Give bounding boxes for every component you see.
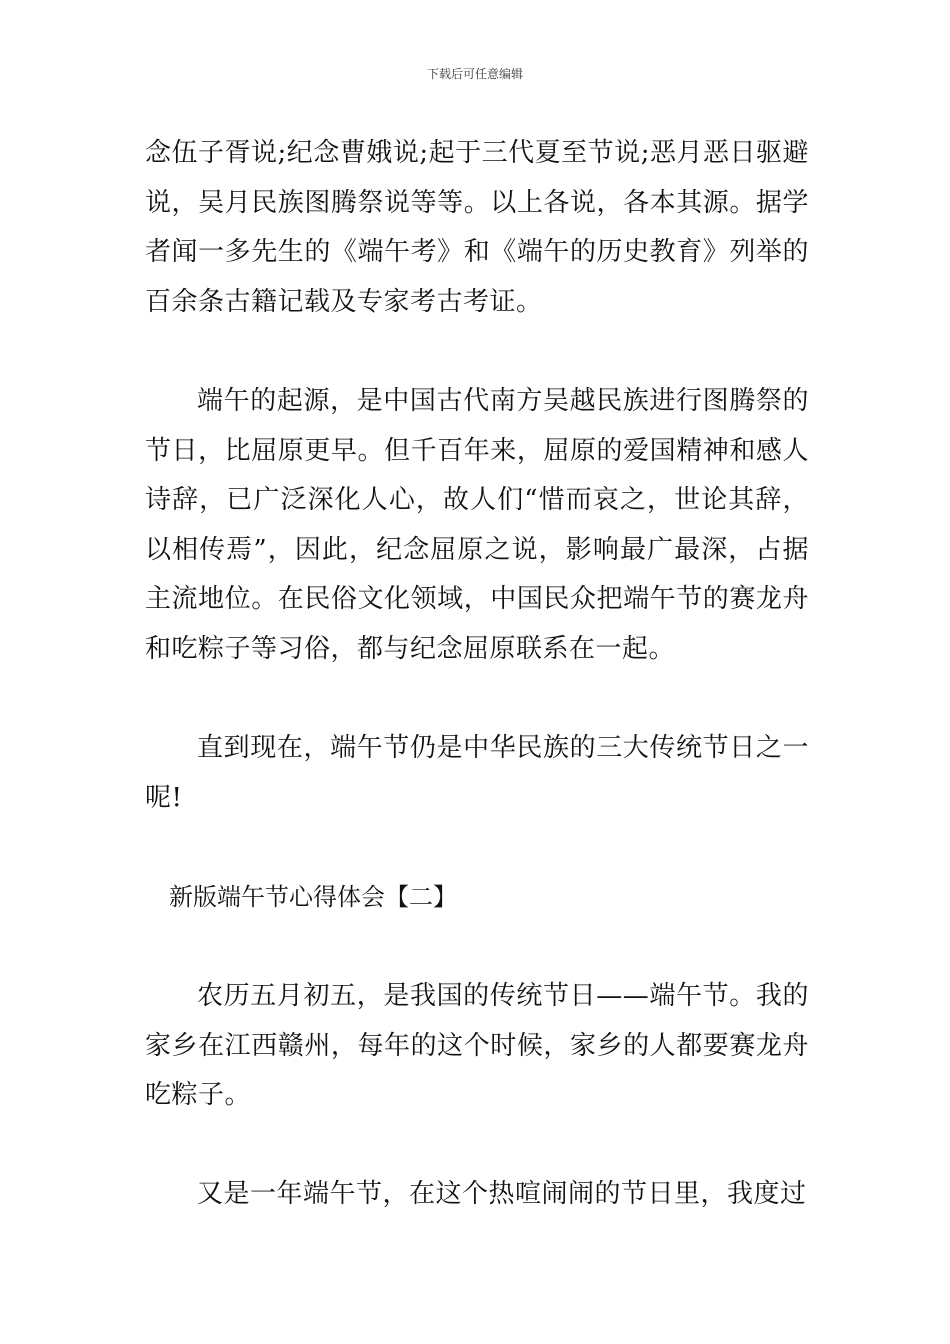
paragraph-5: 又是一年端午节，在这个热喧闹闹的节日里，我度过	[197, 1179, 807, 1210]
document-body	[145, 129, 809, 1220]
paragraph-3: 直到现在，端午节仍是中华民族的三大传统节日之一呢!	[145, 733, 809, 813]
paragraph-1: 念伍子胥说;纪念曹娥说;起于三代夏至节说;恶月恶日驱避说，吴月民族图腾祭说等等。以上各说，各本其源。据学者闻一多先生的《端午考》和《端午的历史教育》列举的百余条古籍记载及专家考古考证。	[145, 138, 809, 317]
page-header: 下载后可任意编辑	[426, 67, 523, 81]
paragraph-2: 端午的起源，是中国古代南方吴越民族进行图腾祭的节日，比屈原更早。但千百年来，屈原的爱国精神和感人诗辞，已广泛深化人心，故人们“惜而哀之，世论其辞，以相传焉”，因此，纪念屈原之说，影响最广最深，占据主流地位。在民俗文化领域，中国民众把端午节的赛龙舟和吃粽子等习俗，都与纪念屈原联系在一起。	[145, 385, 809, 664]
paragraph-4: 农历五月初五，是我国的传统节日——端午节。我的家乡在江西赣州，每年的这个时候，家乡的人都要赛龙舟吃粽子。	[145, 981, 809, 1111]
section-heading: 新版端午节心得体会【二】	[169, 882, 457, 911]
